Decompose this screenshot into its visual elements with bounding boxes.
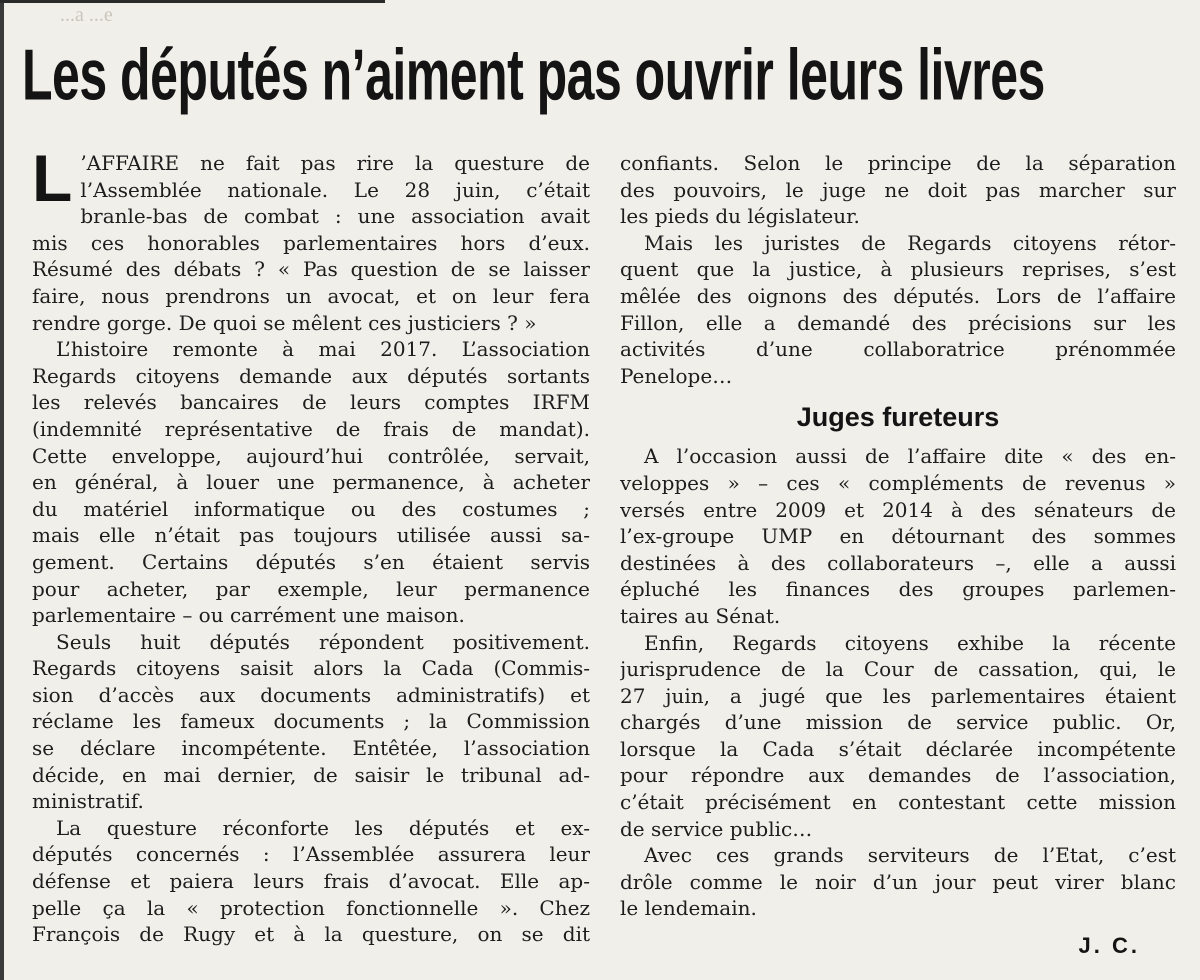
paragraph <box>32 629 590 815</box>
text-line: activités d’une collaboratrice prénommée <box>620 337 1176 362</box>
text-line: Penelope… <box>620 363 733 388</box>
section-subheading: Juges fureteurs <box>796 402 1000 433</box>
paragraph <box>32 336 590 629</box>
paragraph <box>620 443 1176 629</box>
paragraph <box>620 150 1176 230</box>
text-line: Résumé des débats ? « Pas question de se laisser <box>32 257 590 282</box>
text-line: pour répondre aux demandes de l’association, <box>620 763 1176 788</box>
text-line: taires au Sénat. <box>620 603 781 628</box>
top-border-rule <box>0 0 385 3</box>
text-line: Enfin, Regards citoyens exhibe la récente <box>644 630 1176 655</box>
paragraph <box>620 230 1176 390</box>
text-line: mêlée des oignons des députés. Lors de l’affaire <box>620 283 1176 308</box>
text-line: 27 juin, a jugé que les parlementaires étaient <box>620 683 1176 708</box>
text-line: l’ex-groupe UMP en détournant des sommes <box>620 524 1176 549</box>
text-line: du matériel informatique ou des costumes ; <box>32 496 590 521</box>
text-line: veloppes » – ces « compléments de revenus » <box>620 470 1176 495</box>
text-line: pour acheter, par exemple, leur permanence <box>32 576 590 601</box>
text-line: Regards citoyens saisit alors la Cada (Commis- <box>32 656 590 681</box>
text-line: ministratif. <box>32 789 144 814</box>
text-line: confiants. Selon le principe de la séparation <box>620 151 1176 175</box>
drop-cap: L <box>32 141 73 215</box>
text-line: rendre gorge. De quoi se mêlent ces justiciers ? » <box>32 310 537 335</box>
paragraph <box>32 815 590 948</box>
text-line: épluché les finances des groupes parlemen- <box>620 577 1176 602</box>
text-line: François de Rugy et à la questure, on se dit <box>32 922 590 947</box>
text-line: A l’occasion aussi de l’affaire dite « des en- <box>644 444 1176 469</box>
text-line: faire, nous prendrons un avocat, et on leur fera <box>32 283 590 308</box>
text-line: La questure réconforte les députés et ex- <box>56 815 590 840</box>
text-line: mais elle n’était pas toujours utilisée aussi sa- <box>32 523 590 548</box>
text-line: en général, à louer une permanence, à acheter <box>32 470 590 495</box>
text-line: branle-bas de combat : une association avait <box>80 204 590 229</box>
paragraph <box>620 630 1176 843</box>
text-line: mis ces honorables parlementaires hors d’eux. <box>32 230 590 255</box>
article-column-left <box>32 141 590 948</box>
bleed-through-text: ...a ...e <box>60 4 113 26</box>
text-line: Fillon, elle a demandé des précisions sur les <box>620 310 1176 335</box>
text-line: Mais les juristes de Regards citoyens rétor- <box>644 230 1176 255</box>
text-line: gement. Certains députés s’en étaient servis <box>32 549 590 574</box>
text-line: décide, en mai dernier, de saisir le tribunal ad- <box>32 762 590 787</box>
text-line: l’Assemblée nationale. Le 28 juin, c’était <box>80 177 590 202</box>
text-line: jurisprudence de la Cour de cassation, qui, le <box>620 657 1176 682</box>
paragraph <box>620 842 1176 922</box>
text-line: sion d’accès aux documents administratifs) et <box>32 682 590 707</box>
text-line: de service public… <box>620 816 813 841</box>
text-line: destinées à des collaborateurs –, elle a aussi <box>620 550 1176 575</box>
paragraph <box>32 141 590 336</box>
text-line: les pieds du législateur. <box>620 204 860 229</box>
text-line: les relevés bancaires de leurs comptes IRFM <box>32 390 590 415</box>
text-line: L’histoire remonte à mai 2017. L’association <box>56 337 590 362</box>
text-line: réclame les fameux documents ; la Commission <box>32 709 590 734</box>
text-line: quent que la justice, à plusieurs reprises, s’est <box>620 257 1176 282</box>
text-line: Avec ces grands serviteurs de l’Etat, c’est <box>644 843 1176 868</box>
text-line: chargés d’une mission de service public. Or, <box>620 710 1176 735</box>
article-headline: Les députés n’aiment pas ouvrir leurs livres <box>22 34 1045 116</box>
text-line: défense et paiera leurs frais d’avocat. Elle ap- <box>32 869 590 894</box>
text-line: le lendemain. <box>620 896 757 921</box>
text-line: des pouvoirs, le juge ne doit pas marcher sur <box>620 177 1176 202</box>
text-line: (indemnité représentative de frais de mandat). <box>32 416 590 441</box>
left-border-rule <box>0 0 4 980</box>
text-line: c’était précisément en contestant cette mission <box>620 790 1176 815</box>
text-line: drôle comme le noir d’un jour peut virer blanc <box>620 869 1176 894</box>
text-line: parlementaire – ou carrément une maison. <box>32 603 465 628</box>
text-line: Regards citoyens demande aux députés sortants <box>32 363 590 388</box>
article-column-right <box>620 150 1176 922</box>
text-line: Cette enveloppe, aujourd’hui contrôlée, servait, <box>32 443 590 468</box>
text-line: versés entre 2009 et 2014 à des sénateurs de <box>620 497 1176 522</box>
text-line: députés concernés : l’Assemblée assurera leur <box>32 842 590 867</box>
author-signature: J. C. <box>1078 933 1140 958</box>
text-line: pelle ça la « protection fonctionnelle ». Chez <box>32 895 590 920</box>
text-line: ’AFFAIRE ne fait pas rire la questure de <box>80 151 590 175</box>
text-line: Seuls huit députés répondent positivement. <box>56 629 590 654</box>
text-line: se déclare incompétente. Entêtée, l’association <box>32 736 590 761</box>
text-line: lorsque la Cada s’était déclarée incompétente <box>620 736 1176 761</box>
